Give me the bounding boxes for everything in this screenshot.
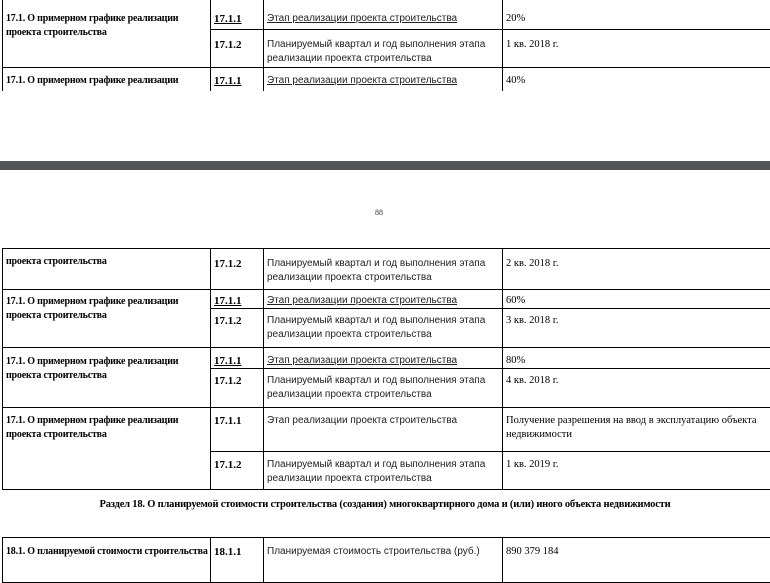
table-row [3, 68, 770, 91]
table-row [3, 249, 770, 290]
desc-cell: Планируемый квартал и год выполнения этапа реализации проекта строительства [264, 309, 503, 348]
desc-cell: Планируемый квартал и год выполнения этапа реализации проекта строительства [264, 30, 503, 68]
code-cell: 17.1.2 [211, 309, 264, 348]
table-row [3, 408, 770, 452]
desc-cell: Этап реализации проекта строительства [264, 0, 503, 30]
table-row [3, 538, 770, 583]
value-cell: 60% [503, 290, 770, 309]
value-cell: 80% [503, 348, 770, 369]
desc-cell: Планируемый квартал и год выполнения этапа реализации проекта строительства [264, 369, 503, 408]
desc-cell: Планируемая стоимость строительства (руб.) [264, 538, 503, 583]
section-18-heading: Раздел 18. О планируемой стоимости строительства (создания) многоквартирного дома и (или) иного объекта недвижимости [0, 499, 770, 510]
desc-cell: Планируемый квартал и год выполнения этапа реализации проекта строительства [264, 249, 503, 290]
code-cell: 17.1.2 [211, 249, 264, 290]
page-gap [0, 161, 770, 170]
code-cell: 17.1.1 [211, 408, 264, 452]
page-number: 88 [0, 208, 758, 217]
section-label: 18.1. О планируемой стоимости строительства [3, 538, 211, 583]
section-label: 17.1. О примерном графике реализации проекта строительства [3, 0, 211, 68]
value-cell: 1 кв. 2018 г. [503, 30, 770, 68]
code-cell: 17.1.2 [211, 369, 264, 408]
desc-cell: Этап реализации проекта строительства [264, 290, 503, 309]
desc-cell: Этап реализации проекта строительства [264, 408, 503, 452]
code-cell: 17.1.2 [211, 30, 264, 68]
value-cell: 3 кв. 2018 г. [503, 309, 770, 348]
code-cell: 17.1.1 [211, 0, 264, 30]
section-18-table [2, 537, 770, 583]
section-label: проекта строительства [3, 249, 211, 290]
value-cell: 2 кв. 2018 г. [503, 249, 770, 290]
table-row [3, 348, 770, 369]
code-cell: 17.1.2 [211, 452, 264, 490]
code-cell: 17.1.1 [211, 68, 264, 91]
section-label: 17.1. О примерном графике реализации проекта строительства [3, 408, 211, 490]
code-cell: 17.1.1 [211, 290, 264, 309]
section-label: 17.1. О примерном графике реализации проекта строительства [3, 290, 211, 348]
desc-cell: Этап реализации проекта строительства [264, 68, 503, 91]
top-table [2, 0, 770, 91]
code-cell: 17.1.1 [211, 348, 264, 369]
code-cell: 18.1.1 [211, 538, 264, 583]
desc-cell: Планируемый квартал и год выполнения этапа реализации проекта строительства [264, 452, 503, 490]
bottom-table [2, 248, 770, 490]
value-cell: 1 кв. 2019 г. [503, 452, 770, 490]
table-row [3, 0, 770, 30]
table-row [3, 290, 770, 309]
value-cell: Получение разрешения на ввод в эксплуатацию объекта недвижимости [503, 408, 770, 452]
value-cell: 890 379 184 [503, 538, 770, 583]
value-cell: 4 кв. 2018 г. [503, 369, 770, 408]
desc-cell: Этап реализации проекта строительства [264, 348, 503, 369]
section-label: 17.1. О примерном графике реализации проекта строительства [3, 348, 211, 408]
value-cell: 40% [503, 68, 770, 91]
section-label: 17.1. О примерном графике реализации [3, 68, 211, 91]
value-cell: 20% [503, 0, 770, 30]
